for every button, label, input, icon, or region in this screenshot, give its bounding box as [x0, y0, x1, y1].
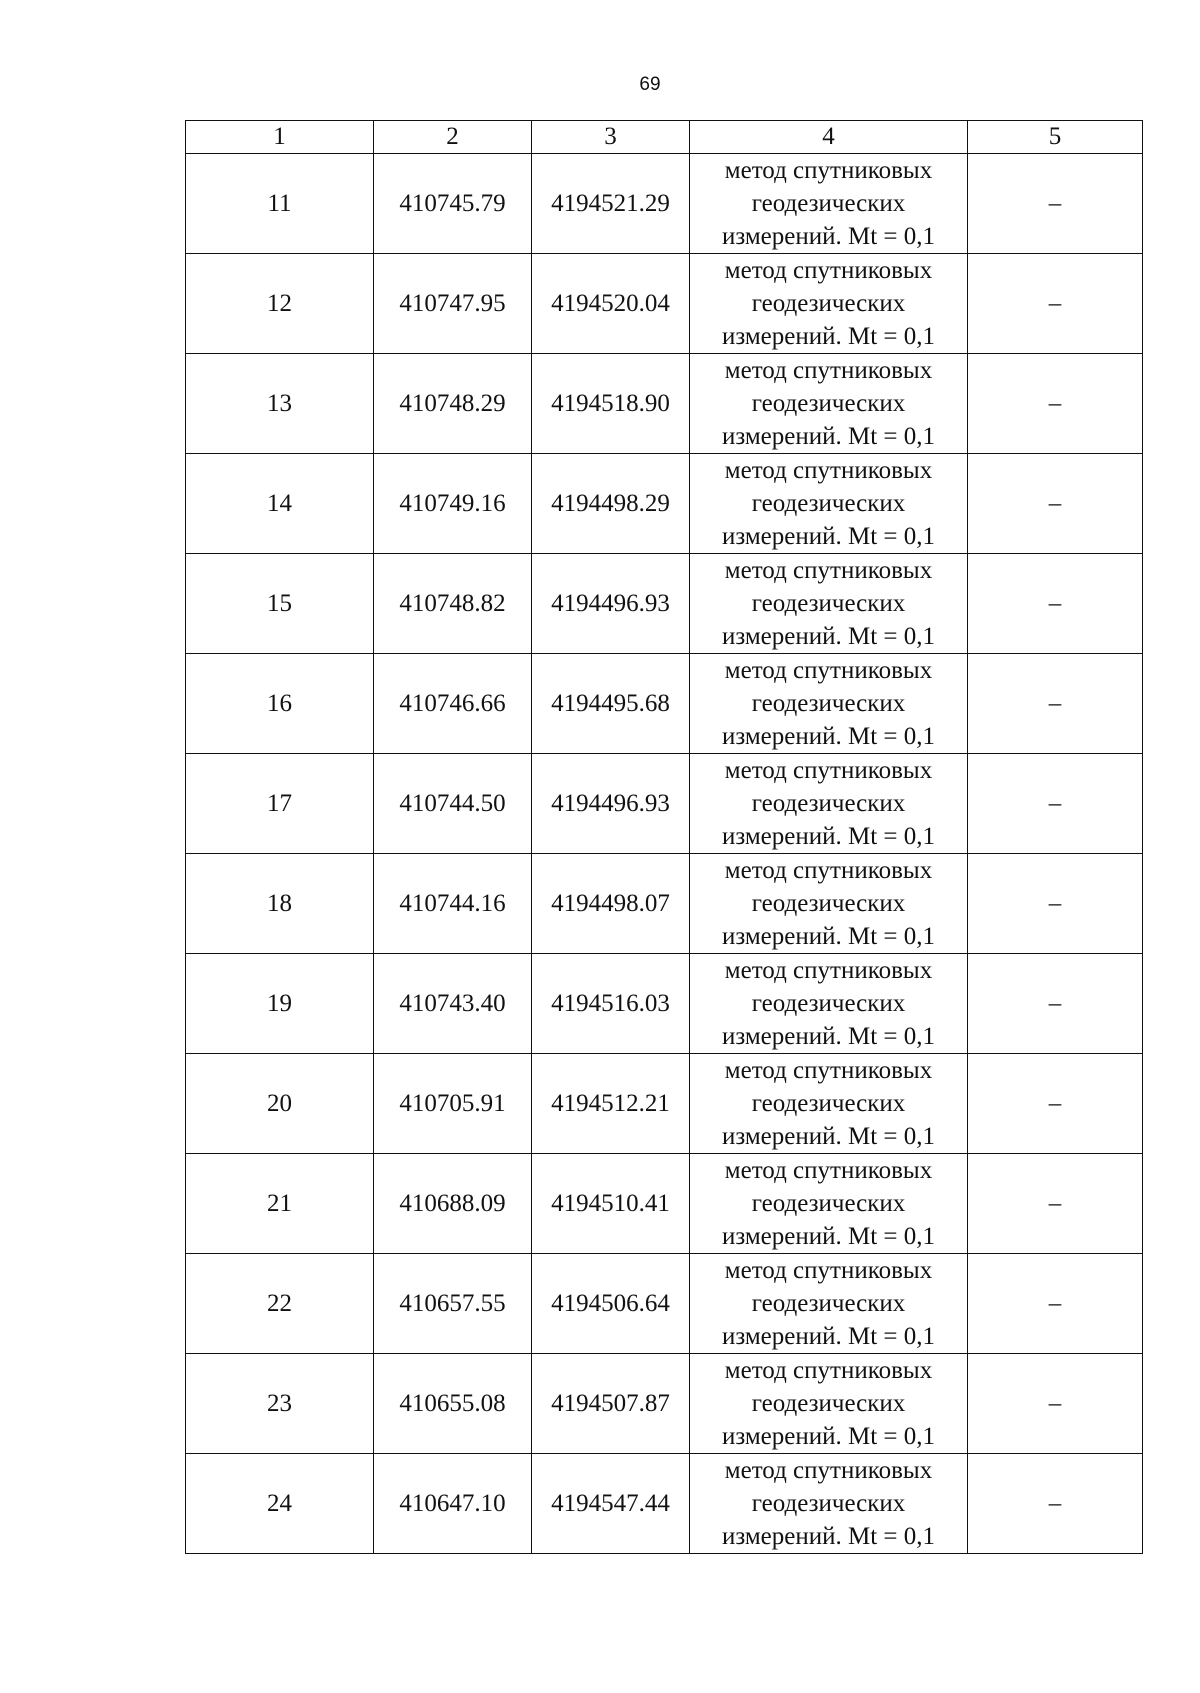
point-number-cell: 16	[186, 654, 374, 754]
table-row	[186, 154, 1143, 254]
table-row	[186, 554, 1143, 654]
column-header: 1	[186, 121, 374, 154]
table-row	[186, 1154, 1143, 1254]
table-row	[186, 454, 1143, 554]
note-cell: –	[968, 854, 1143, 954]
note-cell: –	[968, 1354, 1143, 1454]
table-row	[186, 354, 1143, 454]
method-cell: метод спутниковых геодезических измерений. Mt = 0,1	[690, 1254, 968, 1354]
point-number-cell: 11	[186, 154, 374, 254]
point-number-cell: 15	[186, 554, 374, 654]
x-coordinate-cell: 410749.16	[374, 454, 532, 554]
point-number-cell: 19	[186, 954, 374, 1054]
note-cell: –	[968, 254, 1143, 354]
x-coordinate-cell: 410748.82	[374, 554, 532, 654]
point-number-cell: 22	[186, 1254, 374, 1354]
point-number-cell: 23	[186, 1354, 374, 1454]
note-cell: –	[968, 1454, 1143, 1554]
method-cell: метод спутниковых геодезических измерений. Mt = 0,1	[690, 954, 968, 1054]
note-cell: –	[968, 1054, 1143, 1154]
x-coordinate-cell: 410747.95	[374, 254, 532, 354]
x-coordinate-cell: 410657.55	[374, 1254, 532, 1354]
x-coordinate-cell: 410743.40	[374, 954, 532, 1054]
table-row	[186, 1054, 1143, 1154]
page-number: 69	[639, 74, 661, 95]
coordinates-table	[185, 120, 1143, 1554]
note-cell: –	[968, 754, 1143, 854]
method-cell: метод спутниковых геодезических измерений. Mt = 0,1	[690, 254, 968, 354]
method-cell: метод спутниковых геодезических измерений. Mt = 0,1	[690, 854, 968, 954]
point-number-cell: 14	[186, 454, 374, 554]
table-row	[186, 1454, 1143, 1554]
point-number-cell: 13	[186, 354, 374, 454]
point-number-cell: 21	[186, 1154, 374, 1254]
y-coordinate-cell: 4194512.21	[532, 1054, 690, 1154]
table-row	[186, 254, 1143, 354]
method-cell: метод спутниковых геодезических измерений. Mt = 0,1	[690, 754, 968, 854]
table-row	[186, 1254, 1143, 1354]
point-number-cell: 18	[186, 854, 374, 954]
x-coordinate-cell: 410744.50	[374, 754, 532, 854]
point-number-cell: 17	[186, 754, 374, 854]
method-cell: метод спутниковых геодезических измерений. Mt = 0,1	[690, 154, 968, 254]
column-header: 5	[968, 121, 1143, 154]
column-header: 4	[690, 121, 968, 154]
y-coordinate-cell: 4194498.29	[532, 454, 690, 554]
y-coordinate-cell: 4194496.93	[532, 554, 690, 654]
note-cell: –	[968, 954, 1143, 1054]
note-cell: –	[968, 1154, 1143, 1254]
x-coordinate-cell: 410647.10	[374, 1454, 532, 1554]
note-cell: –	[968, 454, 1143, 554]
y-coordinate-cell: 4194516.03	[532, 954, 690, 1054]
point-number-cell: 12	[186, 254, 374, 354]
note-cell: –	[968, 1254, 1143, 1354]
x-coordinate-cell: 410688.09	[374, 1154, 532, 1254]
note-cell: –	[968, 154, 1143, 254]
table-header-row	[186, 121, 1143, 154]
y-coordinate-cell: 4194521.29	[532, 154, 690, 254]
y-coordinate-cell: 4194507.87	[532, 1354, 690, 1454]
method-cell: метод спутниковых геодезических измерений. Mt = 0,1	[690, 1354, 968, 1454]
method-cell: метод спутниковых геодезических измерений. Mt = 0,1	[690, 1154, 968, 1254]
y-coordinate-cell: 4194498.07	[532, 854, 690, 954]
table-row	[186, 1354, 1143, 1454]
column-header: 2	[374, 121, 532, 154]
y-coordinate-cell: 4194506.64	[532, 1254, 690, 1354]
note-cell: –	[968, 354, 1143, 454]
x-coordinate-cell: 410655.08	[374, 1354, 532, 1454]
method-cell: метод спутниковых геодезических измерений. Mt = 0,1	[690, 1054, 968, 1154]
y-coordinate-cell: 4194520.04	[532, 254, 690, 354]
method-cell: метод спутниковых геодезических измерений. Mt = 0,1	[690, 1454, 968, 1554]
table-body	[186, 154, 1143, 1554]
y-coordinate-cell: 4194495.68	[532, 654, 690, 754]
method-cell: метод спутниковых геодезических измерений. Mt = 0,1	[690, 454, 968, 554]
table-row	[186, 954, 1143, 1054]
note-cell: –	[968, 554, 1143, 654]
table-row	[186, 854, 1143, 954]
y-coordinate-cell: 4194496.93	[532, 754, 690, 854]
point-number-cell: 20	[186, 1054, 374, 1154]
x-coordinate-cell: 410744.16	[374, 854, 532, 954]
coordinates-table-container	[185, 120, 1142, 1554]
x-coordinate-cell: 410745.79	[374, 154, 532, 254]
y-coordinate-cell: 4194518.90	[532, 354, 690, 454]
y-coordinate-cell: 4194547.44	[532, 1454, 690, 1554]
table-row	[186, 654, 1143, 754]
x-coordinate-cell: 410748.29	[374, 354, 532, 454]
note-cell: –	[968, 654, 1143, 754]
y-coordinate-cell: 4194510.41	[532, 1154, 690, 1254]
table-row	[186, 754, 1143, 854]
method-cell: метод спутниковых геодезических измерений. Mt = 0,1	[690, 654, 968, 754]
x-coordinate-cell: 410746.66	[374, 654, 532, 754]
method-cell: метод спутниковых геодезических измерений. Mt = 0,1	[690, 554, 968, 654]
point-number-cell: 24	[186, 1454, 374, 1554]
x-coordinate-cell: 410705.91	[374, 1054, 532, 1154]
method-cell: метод спутниковых геодезических измерений. Mt = 0,1	[690, 354, 968, 454]
column-header: 3	[532, 121, 690, 154]
